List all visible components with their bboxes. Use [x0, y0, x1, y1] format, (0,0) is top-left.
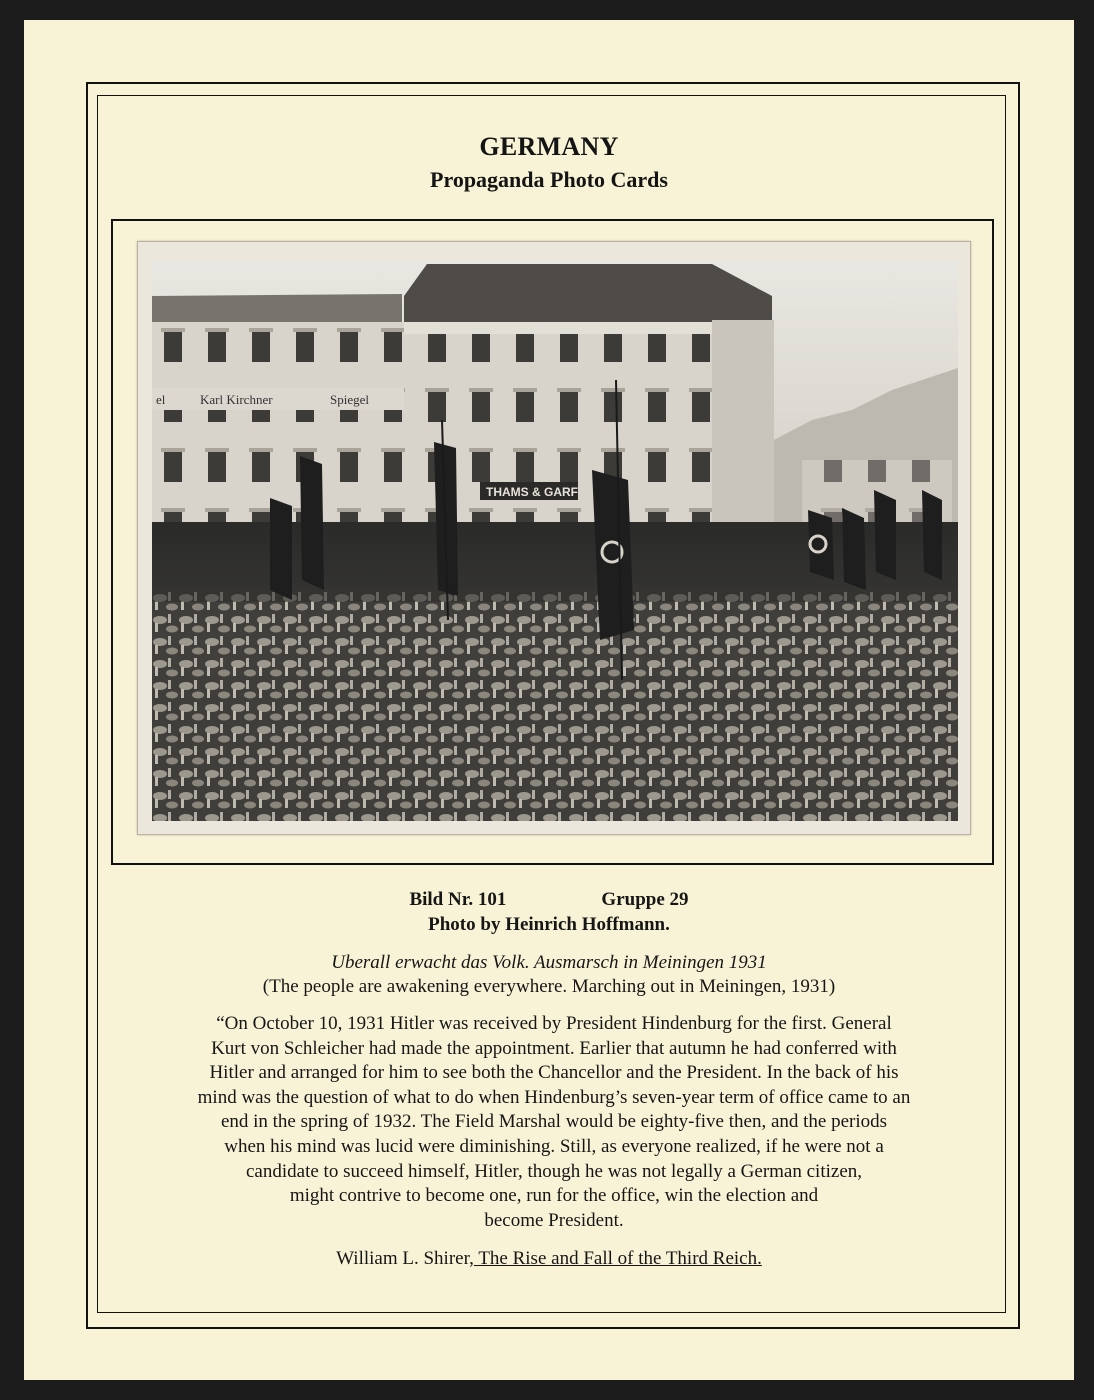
sign-karl-kirchner: Karl Kirchner [200, 392, 273, 407]
quote-line: when his mind was lucid were diminishing. Still, as everyone realized, if he were not a [224, 1135, 884, 1157]
album-page [24, 20, 1074, 1380]
german-caption: Uberall erwacht das Volk. Ausmarsch in Meiningen 1931 [331, 952, 767, 973]
bild-number: Bild Nr. 101 [409, 889, 507, 910]
quote-line: might contrive to become one, run for the office, win the election and [289, 1185, 819, 1207]
rally-photo [152, 260, 958, 821]
gruppe-number: Gruppe 29 [601, 889, 689, 910]
quote-line: mind was the question of what to do when Hindenburg’s seven-year term of office came to an [197, 1086, 911, 1108]
quote-line: become President. [484, 1209, 624, 1231]
building-left [152, 322, 404, 532]
crowd-heads [152, 590, 958, 821]
quote-line: Hitler and arranged for him to see both the Chancellor and the President. In the back of his [209, 1062, 899, 1084]
quote-book-title: The Rise and Fall of the Third Reich. [473, 1248, 762, 1269]
quote-line: “On October 10, 1931 Hitler was received by President Hindenburg for the first. General [216, 1013, 892, 1034]
photo-card [137, 241, 971, 835]
quote-line: end in the spring of 1932. The Field Marshal would be eighty-five then, and the periods [220, 1111, 888, 1133]
quote-line: candidate to succeed himself, Hitler, though he was not legally a German citizen, [246, 1160, 862, 1182]
sign-thams-garf: THAMS & GARF [486, 485, 578, 499]
sign-el: el [156, 392, 166, 407]
rally-photo-image [152, 260, 958, 821]
sign-spiegel: Spiegel [330, 392, 369, 407]
building-corner [712, 320, 774, 550]
quote-line: Kurt von Schleicher had made the appointment. Earlier that autumn he had conferred with [211, 1037, 897, 1059]
english-caption: (The people are awakening everywhere. Marching out in Meiningen, 1931) [262, 976, 836, 997]
photo-credit: Photo by Heinrich Hoffmann. [428, 914, 670, 935]
roof-center [404, 264, 772, 322]
quote-attribution [24, 1248, 1074, 1270]
roof-left [152, 294, 402, 322]
page-subtitle: Propaganda Photo Cards [430, 167, 668, 192]
page-title: GERMANY [479, 132, 619, 161]
quote-block [119, 1012, 989, 1233]
quote-author: William L. Shirer, [336, 1248, 474, 1269]
card-identifiers [24, 889, 1074, 911]
